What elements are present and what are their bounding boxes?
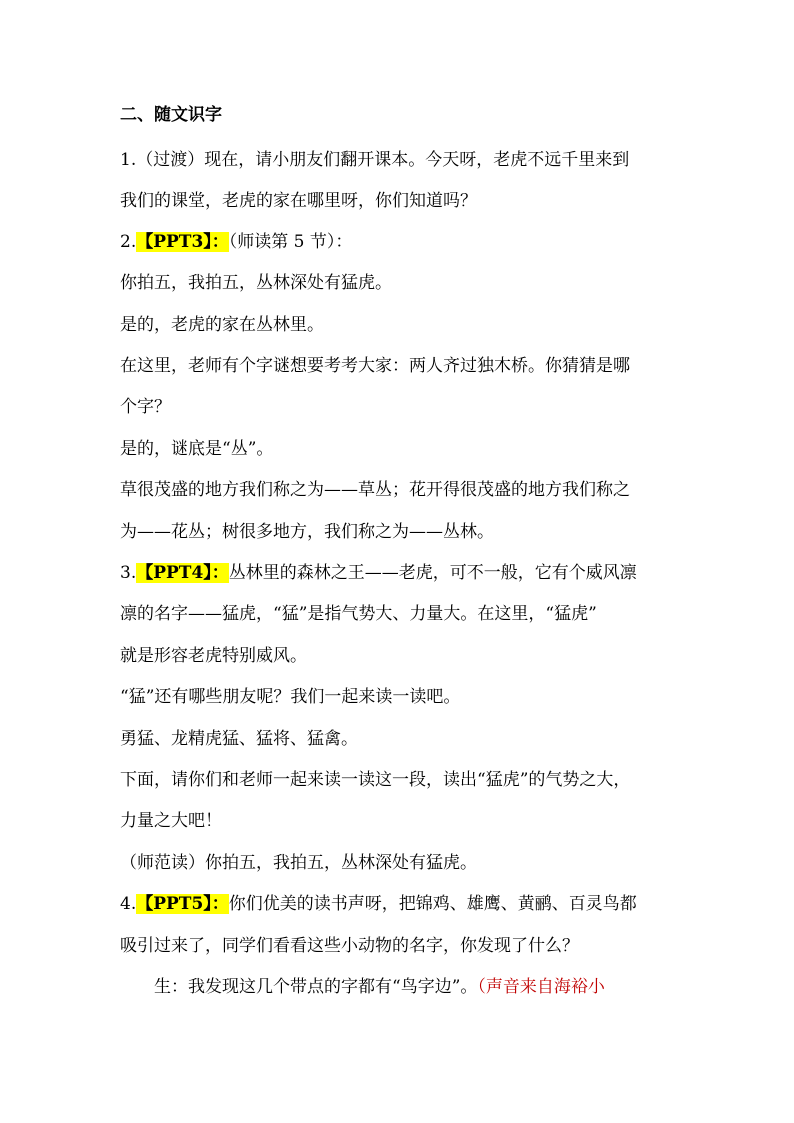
- paragraph-7-line-2: 为——花丛；树很多地方，我们称之为——丛林。: [120, 522, 494, 542]
- paragraph-11-line-1: 下面，请你们和老师一起来读一读这一段，读出“猛虎”的气势之大，: [120, 770, 631, 790]
- paragraph-1-line-2: 我们的课堂，老虎的家在哪里呀，你们知道吗？: [120, 191, 477, 211]
- ppt3-tag: 【PPT3】：: [136, 232, 229, 252]
- student-answer: 生：我发现这几个带点的字都有“鸟字边”。: [154, 977, 478, 997]
- paragraph-8-line-2: 凛的名字——猛虎，“猛”是指气势大、力量大。在这里，“猛虎”: [120, 604, 597, 624]
- paragraph-2-rest: （师读第 5 节）：: [228, 232, 353, 252]
- ppt4-tag: 【PPT4】：: [136, 563, 229, 583]
- paragraph-13-line-2: 吸引过来了，同学们看看这些小动物的名字，你发现了什么？: [120, 936, 579, 956]
- paragraph-7-line-1: 草很茂盛的地方我们称之为——草丛；花开得很茂盛的地方我们称之: [120, 480, 630, 500]
- paragraph-1-line-1: 1.（过渡）现在，请小朋友们翻开课本。今天呀，老虎不远千里来到: [120, 150, 630, 170]
- section-title: 二、随文识字: [120, 105, 222, 125]
- paragraph-6: 是的，谜底是“丛”。: [120, 439, 274, 459]
- paragraph-13-line-1-rest: 你们优美的读书声呀，把锦鸡、雄鹰、黄鹂、百灵鸟都: [228, 894, 637, 914]
- paragraph-10: 勇猛、龙精虎猛、猛将、猛禽。: [120, 729, 358, 749]
- paragraph-2-number: 2.: [120, 232, 137, 252]
- paragraph-14: [154, 975, 690, 999]
- paragraph-11-line-2: 力量之大吧！: [120, 811, 222, 831]
- paragraph-13-line-1: [120, 892, 690, 916]
- paragraph-3: 你拍五，我拍五，丛林深处有猛虎。: [120, 273, 392, 293]
- paragraph-8-line-1: [120, 561, 690, 585]
- paragraph-4: 是的，老虎的家在丛林里。: [120, 315, 324, 335]
- paragraph-13-number: 4.: [120, 894, 137, 914]
- source-note: （声音来自海裕小: [477, 977, 605, 997]
- paragraph-5-line-1: 在这里，老师有个字谜想要考考大家：两人齐过独木桥。你猜猜是哪: [120, 356, 630, 376]
- paragraph-5-line-2: 个字？: [120, 397, 171, 417]
- ppt5-tag: 【PPT5】：: [136, 894, 229, 914]
- paragraph-9: “猛”还有哪些朋友呢？我们一起来读一读吧。: [120, 687, 461, 707]
- paragraph-8-number: 3.: [120, 563, 137, 583]
- paragraph-8-line-3: 就是形容老虎特别威风。: [120, 646, 307, 666]
- paragraph-2: [120, 230, 690, 254]
- paragraph-8-line-1-rest: 丛林里的森林之王——老虎，可不一般，它有个威风凛: [228, 563, 637, 583]
- paragraph-12: （师范读）你拍五，我拍五，丛林深处有猛虎。: [120, 853, 477, 873]
